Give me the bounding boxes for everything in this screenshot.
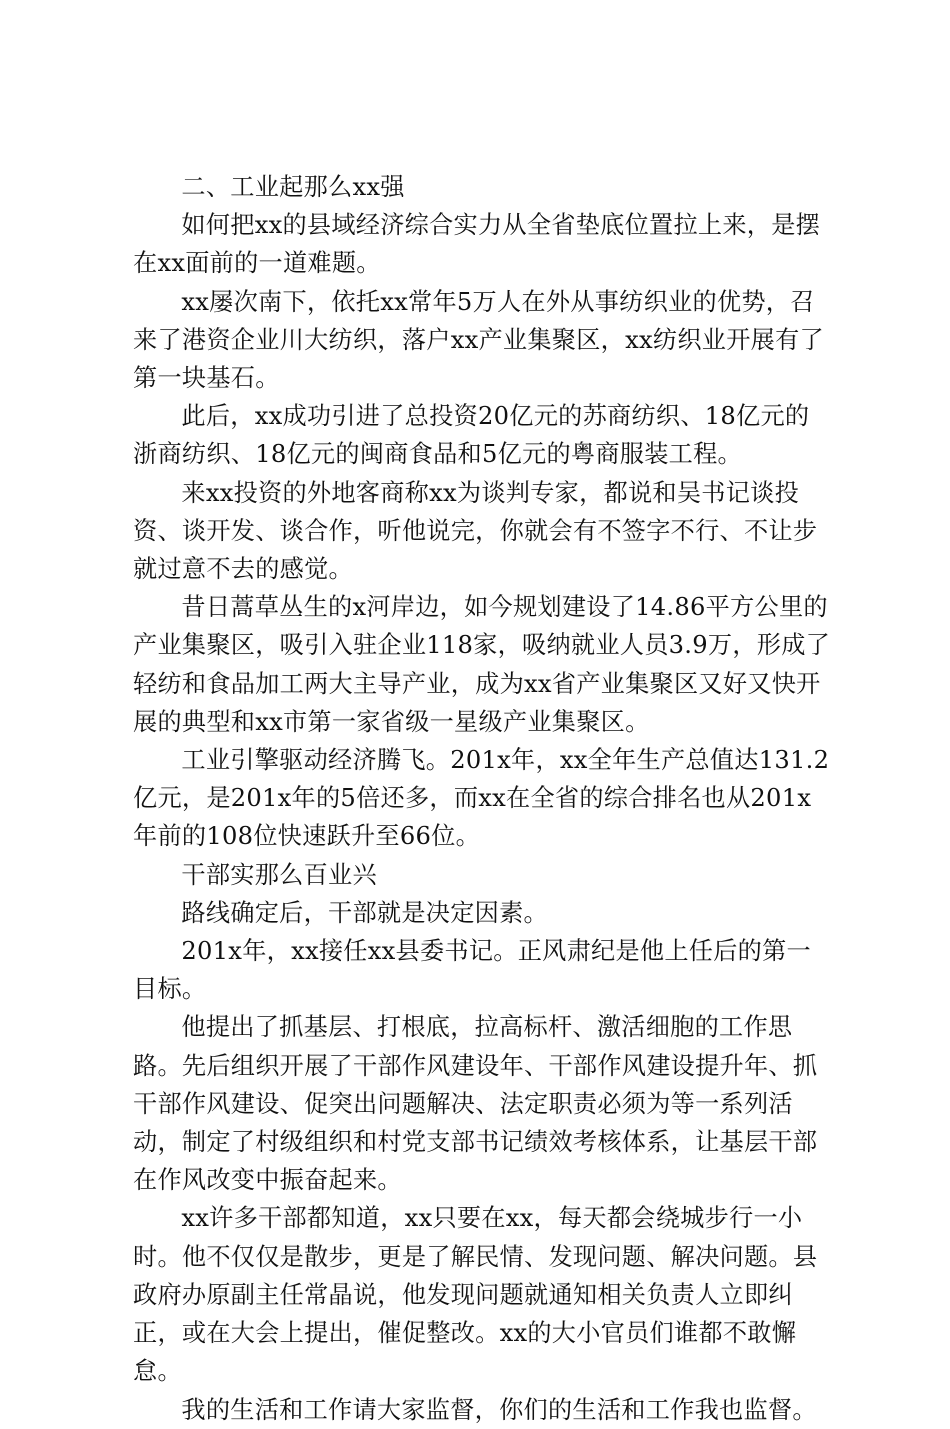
paragraph: 昔日蒿草丛生的x河岸边，如今规划建设了14.86平方公里的产业集聚区，吸引入驻企业118家，吸纳就业人员3.9万，形成了轻纺和食品加工两大主导产业，成为xx省产业集聚区又好又快开展的典型和xx市第一家省级一星级产业集聚区。	[133, 593, 831, 736]
paragraph: 此后，xx成功引进了总投资20亿元的苏商纺织、18亿元的浙商纺织、18亿元的闽商食品和5亿元的粤商服装工程。	[133, 402, 810, 469]
document-body	[133, 168, 833, 1429]
section-heading-cadres: 干部实那么百业兴	[181, 860, 377, 889]
paragraph: 如何把xx的县域经济综合实力从全省垫底位置拉上来，是摆在xx面前的一道难题。	[133, 211, 821, 278]
section-heading-industry: 二、工业起那么xx强	[181, 173, 405, 201]
paragraph: 来xx投资的外地客商称xx为谈判专家，都说和吴书记谈投资、谈开发、谈合作，听他说完，你就会有不签字不行、不让步就过意不去的感觉。	[133, 478, 818, 584]
paragraph: 路线确定后，干部就是决定因素。	[181, 898, 548, 927]
paragraph: xx屡次南下，依托xx常年5万人在外从事纺织业的优势，召来了港资企业川大纺织，落户xx产业集聚区，xx纺织业开展有了第一块基石。	[133, 287, 824, 393]
paragraph: 201x年，xx接任xx县委书记。正风肃纪是他上任后的第一目标。	[133, 937, 811, 1004]
paragraph: xx许多干部都知道，xx只要在xx，每天都会绕城步行一小时。他不仅仅是散步，更是了解民情、发现问题、解决问题。县政府办原副主任常晶说，他发现问题就通知相关负责人立即纠正，或在大会上提出，催促整改。xx的大小官员们谁都不敢懈怠。	[133, 1204, 818, 1386]
paragraph: 他提出了抓基层、打根底，拉高标杆、激活细胞的工作思路。先后组织开展了干部作风建设年、干部作风建设提升年、抓干部作风建设、促突出问题解决、法定职责必须为等一系列活动，制定了村级组织和村党支部书记绩效考核体系，让基层干部在作风改变中振奋起来。	[133, 1013, 818, 1195]
paragraph: 我的生活和工作请大家监督，你们的生活和工作我也监督。	[181, 1395, 817, 1424]
paragraph: 工业引擎驱动经济腾飞。201x年，xx全年生产总值达131.2亿元，是201x年的5倍还多，而xx在全省的综合排名也从201x年前的108位快速跃升至66位。	[133, 746, 830, 851]
